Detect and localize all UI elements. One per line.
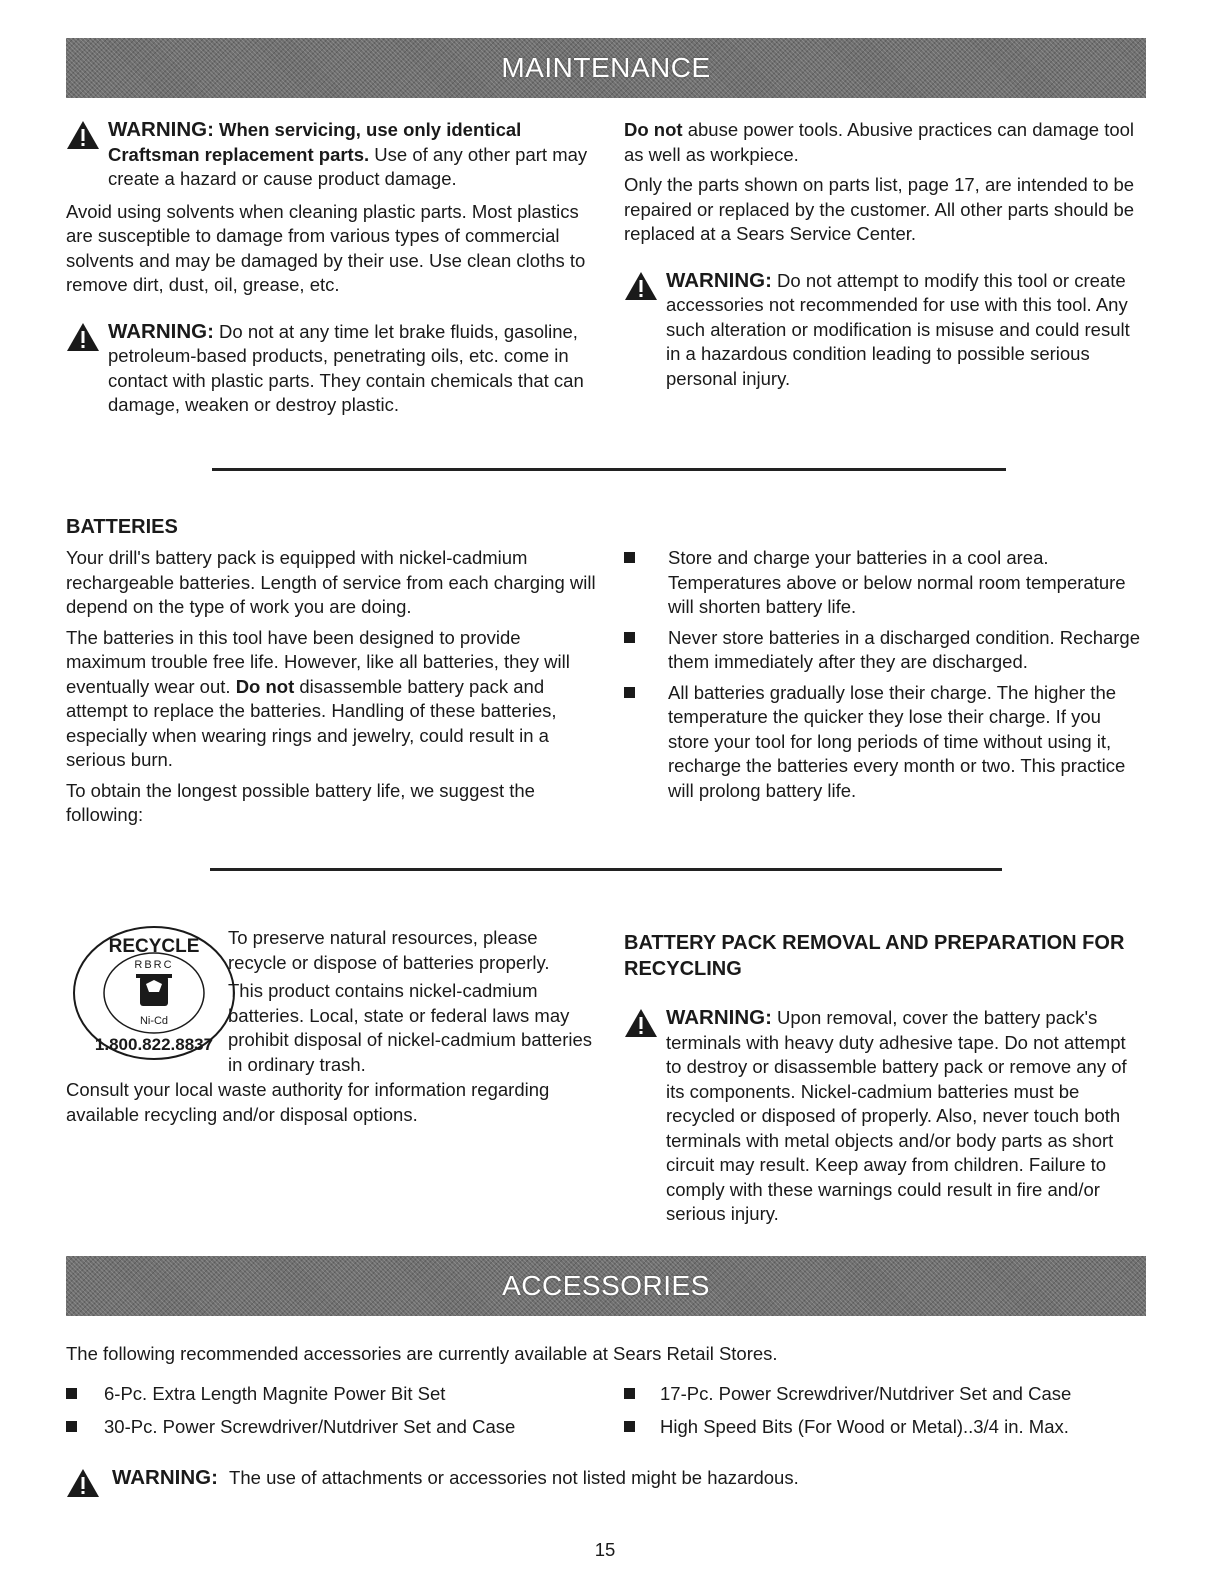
maintenance-header-band: [66, 38, 1146, 98]
warning-bold-text: When servicing, use only identical Craftsman replacement parts.: [108, 119, 522, 165]
warning-triangle-icon: [66, 120, 100, 150]
warning-brake-fluids: [66, 320, 596, 418]
accessories-intro: The following recommended accessories are currently available at Sears Retail Stores.: [66, 1343, 778, 1364]
recycle-paragraph: Consult your local waste authority for information regarding available recycling and/or disposal options.: [66, 1079, 550, 1125]
batteries-paragraph: [66, 626, 596, 773]
list-item: Never store batteries in a discharged condition. Recharge them immediately after they are discharged.: [624, 626, 1144, 675]
recycle-text-column: [228, 926, 598, 1083]
warning-battery-removal: [624, 1006, 1144, 1227]
page-number: 15: [594, 1539, 616, 1560]
warning-label: WARNING:: [666, 1006, 772, 1029]
warning-label: WARNING:: [666, 268, 772, 292]
warning-label: WARNING:: [108, 319, 214, 343]
warning-replacement-parts: [66, 118, 596, 192]
batteries-text: disassemble battery pack and attempt to replace the batteries. Handling of these batteries, especially when wearing rings and jewelry, could result in a serious burn.: [66, 675, 557, 770]
warning-text: Use of any other part may create a hazard or cause product damage.: [108, 143, 588, 189]
warning-label: WARNING:: [112, 1466, 218, 1489]
warning-triangle-icon: [624, 271, 658, 301]
warning-label: WARNING:: [108, 118, 214, 141]
battery-removal-heading: BATTERY PACK REMOVAL AND PREPARATION FOR RECYCLING: [624, 932, 1125, 980]
warning-triangle-icon: [66, 1468, 100, 1498]
warning-text: The use of attachments or accessories not listed might be hazardous.: [229, 1467, 799, 1488]
list-item: All batteries gradually lose their charge. The higher the temperature the quicker they lose their charge. If you store your tool for long periods of time without using it, recharge the batteries every month or two. This practice will prolong battery life.: [624, 681, 1144, 804]
batteries-heading: BATTERIES: [66, 516, 178, 538]
divider: [212, 468, 1006, 471]
warning-triangle-icon: [66, 322, 100, 352]
divider: [210, 868, 1002, 871]
recycle-bin-icon: [136, 974, 172, 1006]
list-item: 17-Pc. Power Screwdriver/Nutdriver Set and Case: [624, 1382, 1144, 1407]
abuse-bold: Do not: [624, 119, 683, 140]
warning-modify-tool: [624, 269, 1144, 392]
recycle-paragraph: To preserve natural resources, please recycle or dispose of batteries properly.: [228, 927, 550, 973]
accessories-right-list-column: [624, 1382, 1144, 1445]
batteries-text: The batteries in this tool have been designed to provide maximum trouble free life. However, like all batteries, they will eventually wear out.: [66, 626, 570, 697]
accessories-title: ACCESSORIES: [502, 1269, 710, 1301]
maintenance-title: MAINTENANCE: [501, 51, 711, 83]
list-item: 6-Pc. Extra Length Magnite Power Bit Set: [66, 1382, 606, 1407]
seal-chem-text: Ni-Cd: [139, 1015, 169, 1027]
seal-phone-text: 1.800.822.8837: [94, 1035, 214, 1054]
battery-removal-column: [624, 1006, 1144, 1227]
list-item: Store and charge your batteries in a cool area. Temperatures above or below normal room temperature will shorten battery life.: [624, 546, 1144, 620]
abuse-paragraph: [624, 118, 1144, 167]
list-item: 30-Pc. Power Screwdriver/Nutdriver Set and Case: [66, 1415, 606, 1440]
warning-triangle-icon: [624, 1008, 658, 1038]
maintenance-right-column: [624, 118, 1144, 391]
accessories-left-list-column: [66, 1382, 606, 1445]
parts-paragraph: Only the parts shown on parts list, page 17, are intended to be repaired or replaced by the customer. All other parts should be replaced at a Sears Service Center.: [624, 174, 1135, 244]
recycle-consult-column: [66, 1078, 586, 1133]
abuse-text: abuse power tools. Abusive practices can damage tool as well as workpiece.: [624, 119, 1135, 165]
warning-accessories: [66, 1466, 1146, 1491]
list-item: High Speed Bits (For Wood or Metal)..3/4 in. Max.: [624, 1415, 1144, 1440]
battery-tips-list: [624, 546, 1144, 803]
solvents-paragraph: Avoid using solvents when cleaning plastic parts. Most plastics are susceptible to damage from various types of commercial solvents and may be damaged by their use. Use clean cloths to remove dirt, dust, oil, grease, etc.: [66, 200, 586, 295]
rbrc-recycle-seal: [70, 924, 238, 1062]
batteries-paragraph: Your drill's battery pack is equipped with nickel-cadmium rechargeable batteries. Length of service from each charging will depend on the type of work you are doing.: [66, 547, 596, 617]
batteries-bold: Do not: [235, 675, 295, 697]
warning-text: Upon removal, cover the battery pack's terminals with heavy duty adhesive tape. Do not attempt to destroy or disassemble battery pack or remove any of its components. Nickel-cadmium batteries must be recycled or disposed of properly. Also, never touch both terminals with metal objects and/or body parts as short circuit may result. Keep away from children. Failure to comply with these warnings could result in fire and/or serious injury.: [666, 1007, 1127, 1224]
batteries-left-column: [66, 546, 596, 834]
warning-text: Do not at any time let brake fluids, gasoline, petroleum-based products, penetrating oils, etc. come in contact with plastic parts. They contain chemicals that can damage, weaken or destroy plastic.: [108, 320, 584, 415]
accessories-right-list: [624, 1382, 1144, 1439]
recycle-paragraph: This product contains nickel-cadmium batteries. Local, state or federal laws may prohibit disposal of nickel-cadmium batteries in ordinary trash.: [228, 980, 593, 1075]
accessories-left-list: [66, 1382, 606, 1439]
maintenance-left-column: [66, 118, 596, 418]
warning-text: Do not attempt to modify this tool or create accessories not recommended for use with this tool. Any such alteration or modification is misuse and could result in a hazardous condition leading to possible serious personal injury.: [666, 269, 1130, 389]
seal-org-text: RBRC: [134, 959, 174, 971]
seal-recycle-text: RECYCLE: [108, 936, 200, 957]
accessories-header-band: [66, 1256, 1146, 1316]
batteries-paragraph: To obtain the longest possible battery life, we suggest the following:: [66, 779, 535, 825]
accessories-warning-row: [66, 1466, 1146, 1491]
batteries-right-column: [624, 546, 1144, 809]
